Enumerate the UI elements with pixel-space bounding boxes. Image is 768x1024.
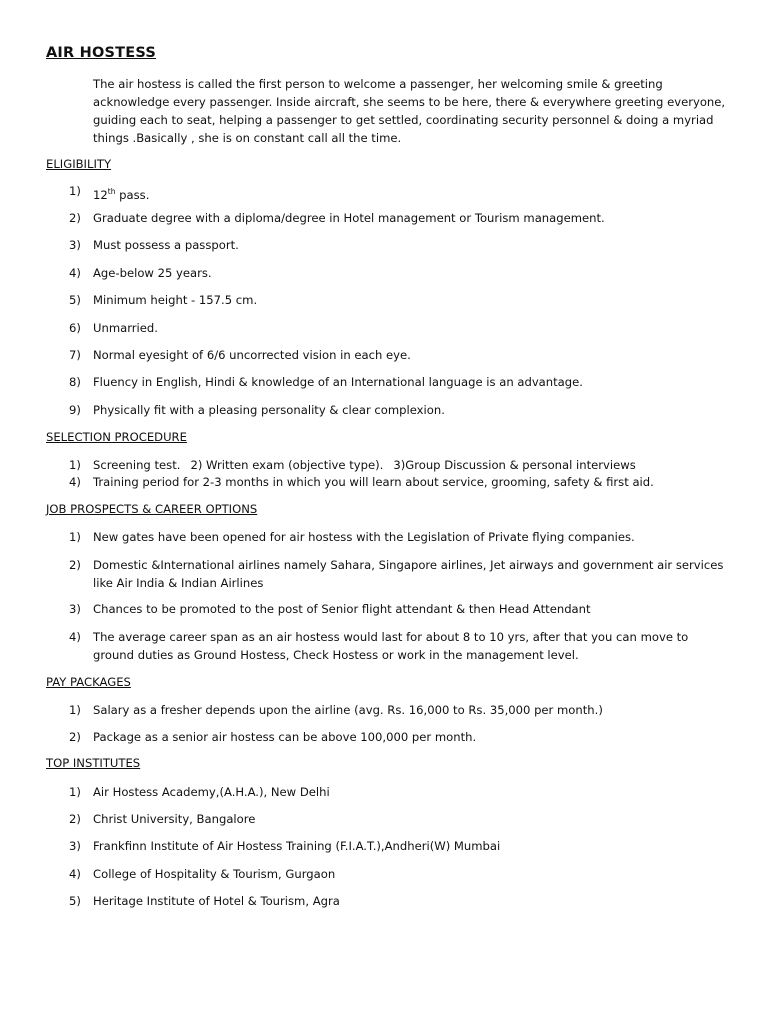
list-number: 2) bbox=[69, 211, 81, 225]
list-number: 8) bbox=[69, 375, 81, 389]
institute-item bbox=[69, 893, 729, 911]
list-number: 1) bbox=[69, 458, 81, 472]
selection-item bbox=[69, 457, 729, 475]
institute-item bbox=[69, 838, 729, 856]
list-text: Unmarried. bbox=[93, 321, 158, 335]
list-text: Graduate degree with a diploma/degree in Hotel management or Tourism management. bbox=[93, 211, 605, 225]
institute-item bbox=[69, 811, 729, 829]
list-number: 1) bbox=[69, 703, 81, 717]
selection-heading: SELECTION PROCEDURE bbox=[46, 430, 187, 444]
list-number: 3) bbox=[69, 839, 81, 853]
institutes-heading: TOP INSTITUTES bbox=[46, 756, 141, 770]
list-number: 5) bbox=[69, 293, 81, 307]
list-text: 12th pass. bbox=[93, 187, 150, 202]
list-text: Domestic &International airlines namely Sahara, Singapore airlines, Jet airways and government air services like Air India & Indian Airlines bbox=[93, 558, 724, 590]
list-number: 9) bbox=[69, 403, 81, 417]
eligibility-item bbox=[69, 374, 729, 392]
list-number: 7) bbox=[69, 348, 81, 362]
list-text: Normal eyesight of 6/6 uncorrected vision in each eye. bbox=[93, 348, 411, 362]
list-number: 6) bbox=[69, 321, 81, 335]
list-text: Frankfinn Institute of Air Hostess Training (F.I.A.T.),Andheri(W) Mumbai bbox=[93, 839, 501, 853]
list-text: Salary as a fresher depends upon the airline (avg. Rs. 16,000 to Rs. 35,000 per month.) bbox=[93, 703, 603, 717]
list-text: Screening test. 2) Written exam (objective type). 3)Group Discussion & personal interviews bbox=[93, 458, 636, 472]
eligibility-item bbox=[69, 292, 729, 310]
list-number: 2) bbox=[69, 730, 81, 744]
eligibility-item bbox=[69, 320, 729, 338]
pay-item bbox=[69, 702, 729, 720]
list-number: 4) bbox=[69, 630, 81, 644]
list-text: Fluency in English, Hindi & knowledge of an International language is an advantage. bbox=[93, 375, 583, 389]
list-text: Training period for 2-3 months in which you will learn about service, grooming, safety & first aid. bbox=[93, 475, 654, 489]
list-number: 4) bbox=[69, 266, 81, 280]
list-number: 2) bbox=[69, 812, 81, 826]
prospects-heading: JOB PROSPECTS & CAREER OPTIONS bbox=[46, 502, 258, 516]
prospects-item bbox=[69, 529, 729, 547]
selection-item bbox=[69, 474, 729, 492]
list-number: 3) bbox=[69, 602, 81, 616]
list-number: 1) bbox=[69, 530, 81, 544]
eligibility-item bbox=[69, 210, 729, 228]
list-text: Package as a senior air hostess can be above 100,000 per month. bbox=[93, 730, 477, 744]
eligibility-item bbox=[69, 265, 729, 283]
list-text: Air Hostess Academy,(A.H.A.), New Delhi bbox=[93, 785, 330, 799]
pay-heading: PAY PACKAGES bbox=[46, 675, 131, 689]
list-text: Chances to be promoted to the post of Senior flight attendant & then Head Attendant bbox=[93, 602, 591, 616]
prospects-item bbox=[69, 557, 729, 592]
institute-item bbox=[69, 784, 729, 802]
list-text: Must possess a passport. bbox=[93, 238, 239, 252]
pay-item bbox=[69, 729, 729, 747]
list-text: The average career span as an air hostess would last for about 8 to 10 yrs, after that you can move to ground duties as Ground Hostess, Check Hostess or work in the management level. bbox=[93, 630, 689, 662]
list-text: Minimum height - 157.5 cm. bbox=[93, 293, 258, 307]
list-text: Age-below 25 years. bbox=[93, 266, 212, 280]
list-text: New gates have been opened for air hostess with the Legislation of Private flying companies. bbox=[93, 530, 635, 544]
prospects-item bbox=[69, 601, 729, 619]
prospects-item bbox=[69, 629, 729, 664]
list-number: 4) bbox=[69, 475, 81, 489]
list-number: 4) bbox=[69, 867, 81, 881]
eligibility-item bbox=[69, 347, 729, 365]
eligibility-item bbox=[69, 237, 729, 255]
institute-item bbox=[69, 866, 729, 884]
list-number: 5) bbox=[69, 894, 81, 908]
list-number: 1) bbox=[69, 785, 81, 799]
list-number: 3) bbox=[69, 238, 81, 252]
intro-paragraph: The air hostess is called the first person to welcome a passenger, her welcoming smile & greeting acknowledge every passenger. Inside aircraft, she seems to be here, there & everywhere greeting everyone, guiding each to seat, helping a passenger to get settled, coordinating security personnel & doing a myriad things .Basically , she is on constant call all the time. bbox=[93, 77, 726, 145]
eligibility-item bbox=[69, 402, 729, 420]
list-text: Heritage Institute of Hotel & Tourism, Agra bbox=[93, 894, 340, 908]
list-number: 1) bbox=[69, 184, 81, 198]
eligibility-heading: ELIGIBILITY bbox=[46, 157, 112, 171]
superscript: th bbox=[107, 187, 116, 196]
eligibility-item bbox=[69, 183, 729, 205]
document-title: AIR HOSTESS bbox=[46, 45, 156, 61]
list-text: Physically fit with a pleasing personality & clear complexion. bbox=[93, 403, 445, 417]
list-text: College of Hospitality & Tourism, Gurgaon bbox=[93, 867, 336, 881]
list-text: Christ University, Bangalore bbox=[93, 812, 256, 826]
list-number: 2) bbox=[69, 558, 81, 572]
